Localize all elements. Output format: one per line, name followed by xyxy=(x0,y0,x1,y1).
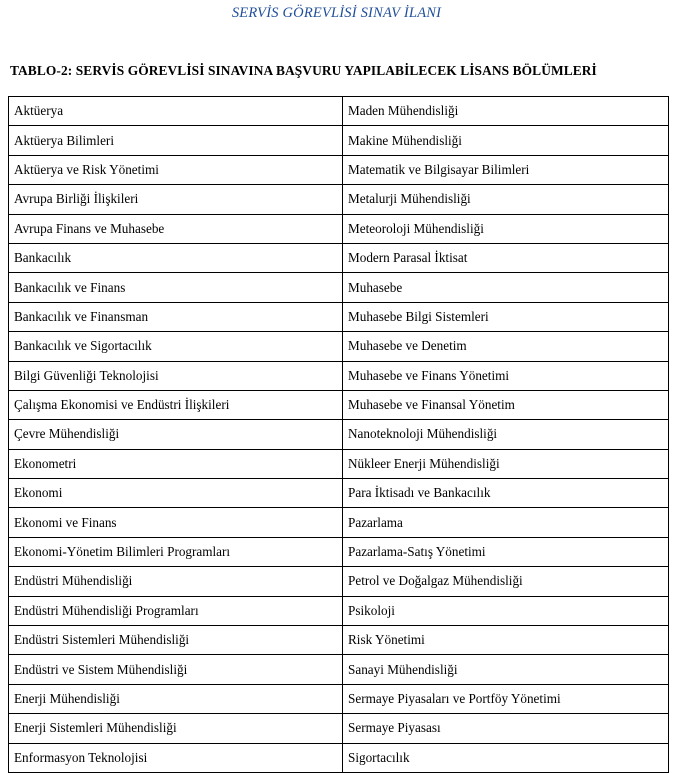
department-cell-left: Bankacılık xyxy=(9,243,343,272)
department-cell-left: Bilgi Güvenliği Teknolojisi xyxy=(9,361,343,390)
department-cell-left: Ekonometri xyxy=(9,449,343,478)
department-cell-right: Maden Mühendisliği xyxy=(343,97,669,126)
department-cell-right: Muhasebe Bilgi Sistemleri xyxy=(343,302,669,331)
department-cell-left: Ekonomi-Yönetim Bilimleri Programları xyxy=(9,537,343,566)
table-row xyxy=(9,714,669,743)
department-cell-left: Ekonomi ve Finans xyxy=(9,508,343,537)
department-cell-right: Pazarlama-Satış Yönetimi xyxy=(343,537,669,566)
table-row xyxy=(9,743,669,772)
department-cell-right: Muhasebe ve Finansal Yönetim xyxy=(343,390,669,419)
table-row xyxy=(9,361,669,390)
department-cell-left: Avrupa Birliği İlişkileri xyxy=(9,185,343,214)
table-row xyxy=(9,155,669,184)
department-cell-right: Nükleer Enerji Mühendisliği xyxy=(343,449,669,478)
table-row xyxy=(9,684,669,713)
department-cell-left: Enerji Sistemleri Mühendisliği xyxy=(9,714,343,743)
department-cell-left: Çalışma Ekonomisi ve Endüstri İlişkileri xyxy=(9,390,343,419)
department-cell-right: Sermaye Piyasaları ve Portföy Yönetimi xyxy=(343,684,669,713)
table-row xyxy=(9,273,669,302)
department-cell-left: Enformasyon Teknolojisi xyxy=(9,743,343,772)
department-cell-right: Para İktisadı ve Bankacılık xyxy=(343,479,669,508)
department-cell-right: Sigortacılık xyxy=(343,743,669,772)
department-cell-right: Muhasebe xyxy=(343,273,669,302)
department-cell-left: Çevre Mühendisliği xyxy=(9,420,343,449)
department-cell-right: Meteoroloji Mühendisliği xyxy=(343,214,669,243)
table-row xyxy=(9,449,669,478)
table-row xyxy=(9,420,669,449)
department-cell-left: Bankacılık ve Sigortacılık xyxy=(9,332,343,361)
table-row xyxy=(9,655,669,684)
department-cell-left: Ekonomi xyxy=(9,479,343,508)
table-row xyxy=(9,185,669,214)
table-row xyxy=(9,567,669,596)
department-cell-right: Matematik ve Bilgisayar Bilimleri xyxy=(343,155,669,184)
department-cell-left: Endüstri Mühendisliği xyxy=(9,567,343,596)
departments-table-body xyxy=(9,97,669,773)
table-title: TABLO-2: SERVİS GÖREVLİSİ SINAVINA BAŞVURU YAPILABİLECEK LİSANS BÖLÜMLERİ xyxy=(10,63,597,78)
department-cell-right: Modern Parasal İktisat xyxy=(343,243,669,272)
department-cell-left: Aktüerya ve Risk Yönetimi xyxy=(9,155,343,184)
table-row xyxy=(9,626,669,655)
table-row xyxy=(9,332,669,361)
department-cell-left: Aktüerya xyxy=(9,97,343,126)
table-row xyxy=(9,126,669,155)
department-cell-left: Endüstri Sistemleri Mühendisliği xyxy=(9,626,343,655)
department-cell-right: Petrol ve Doğalgaz Mühendisliği xyxy=(343,567,669,596)
table-row xyxy=(9,508,669,537)
table-row xyxy=(9,596,669,625)
department-cell-left: Avrupa Finans ve Muhasebe xyxy=(9,214,343,243)
department-cell-right: Sermaye Piyasası xyxy=(343,714,669,743)
table-row xyxy=(9,97,669,126)
department-cell-left: Endüstri ve Sistem Mühendisliği xyxy=(9,655,343,684)
department-cell-left: Endüstri Mühendisliği Programları xyxy=(9,596,343,625)
department-cell-left: Bankacılık ve Finansman xyxy=(9,302,343,331)
table-row xyxy=(9,302,669,331)
department-cell-right: Metalurji Mühendisliği xyxy=(343,185,669,214)
department-cell-right: Risk Yönetimi xyxy=(343,626,669,655)
department-cell-left: Bankacılık ve Finans xyxy=(9,273,343,302)
table-row xyxy=(9,479,669,508)
department-cell-right: Pazarlama xyxy=(343,508,669,537)
table-row xyxy=(9,537,669,566)
table-row xyxy=(9,214,669,243)
department-cell-right: Sanayi Mühendisliği xyxy=(343,655,669,684)
department-cell-left: Aktüerya Bilimleri xyxy=(9,126,343,155)
table-row xyxy=(9,243,669,272)
department-cell-right: Makine Mühendisliği xyxy=(343,126,669,155)
department-cell-right: Muhasebe ve Finans Yönetimi xyxy=(343,361,669,390)
document-header-title: SERVİS GÖREVLİSİ SINAV İLANI xyxy=(231,5,442,21)
departments-table xyxy=(8,96,669,773)
table-row xyxy=(9,390,669,419)
department-cell-left: Enerji Mühendisliği xyxy=(9,684,343,713)
department-cell-right: Nanoteknoloji Mühendisliği xyxy=(343,420,669,449)
department-cell-right: Muhasebe ve Denetim xyxy=(343,332,669,361)
department-cell-right: Psikoloji xyxy=(343,596,669,625)
